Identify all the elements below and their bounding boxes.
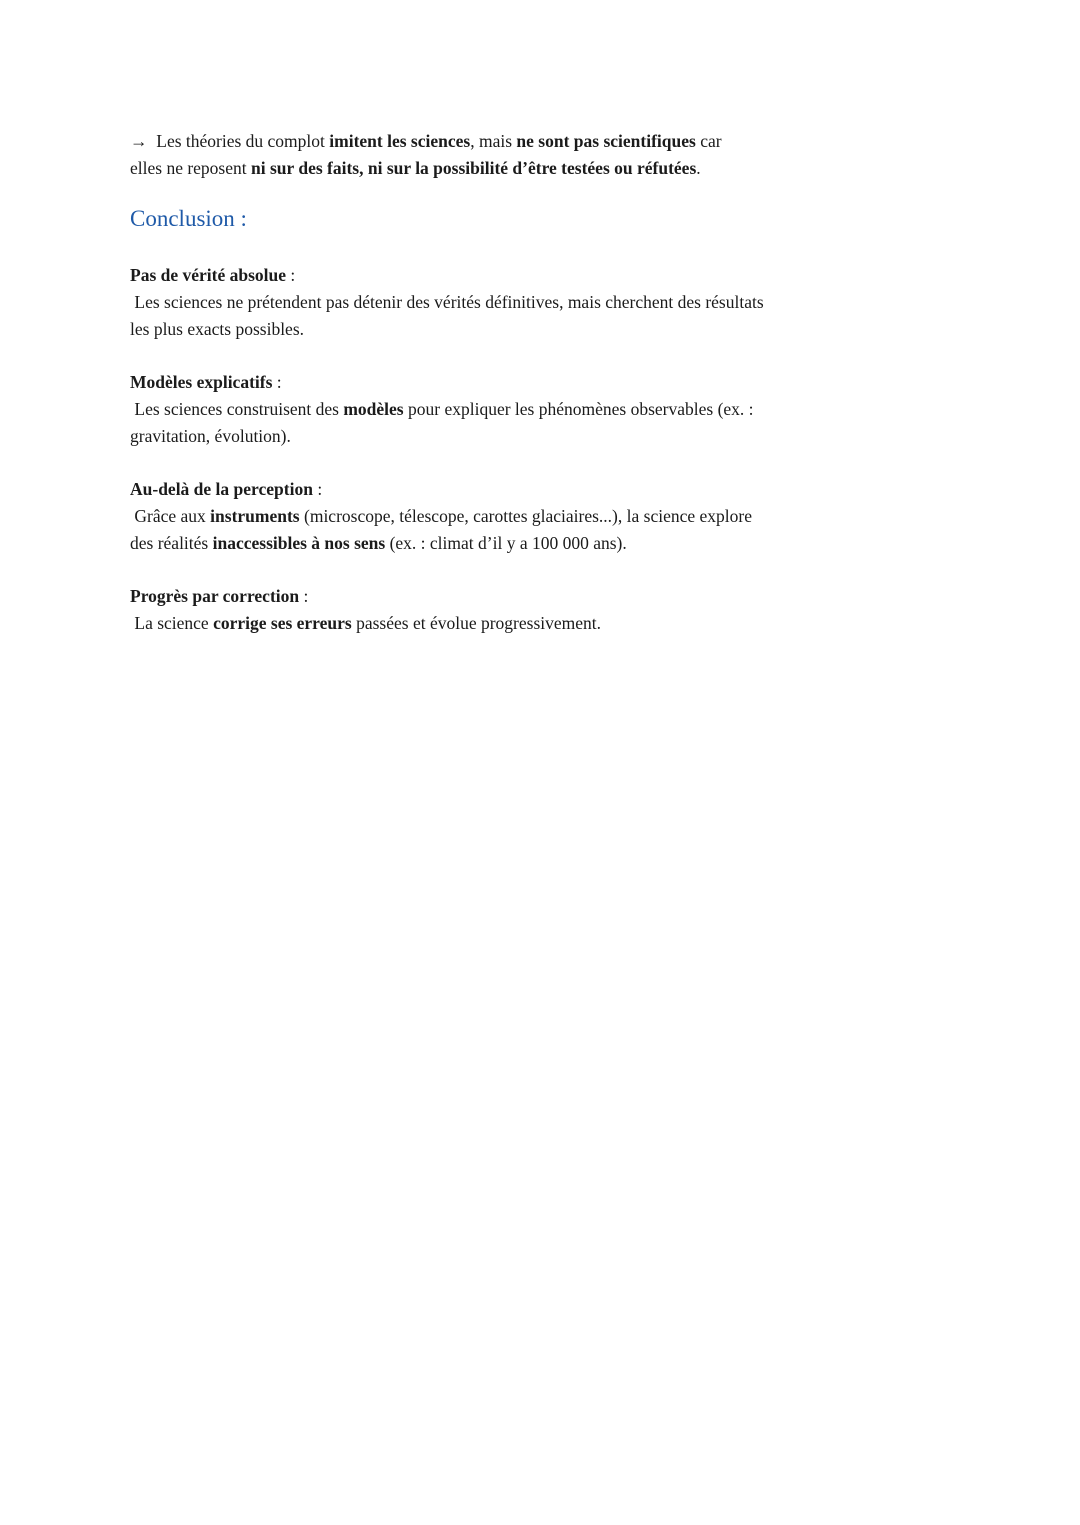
section-title: Modèles explicatifs [130,372,273,392]
conclusion-sections [130,262,950,637]
section-colon: : [312,479,323,499]
section-colon: : [272,372,282,392]
section-colon: : [286,265,296,285]
section-body [130,503,950,557]
section-body [130,289,950,343]
text-line: La science corrige ses erreurs passées et évolue progressivement. [130,613,602,633]
section-title-line [130,583,950,610]
section-title: Pas de vérité absolue [130,265,287,285]
text-line: Les sciences construisent des modèles pour expliquer les phénomènes observables (ex. : [130,399,754,419]
text-line: gravitation, évolution). [130,426,291,446]
text-line: Les sciences ne prétendent pas détenir des vérités définitives, mais cherchent des résultats [130,292,764,312]
conclusion-section [130,369,950,450]
conclusion-section [130,476,950,557]
conclusion-section [130,583,950,637]
section-title-line [130,369,950,396]
text-line: Grâce aux instruments (microscope, télescope, carottes glaciaires...), la science explore [130,506,752,526]
intro-paragraph [130,128,950,182]
section-colon: : [299,586,309,606]
conclusion-heading: Conclusion : [130,206,247,231]
text-line: elles ne reposent ni sur des faits, ni sur la possibilité d’être testées ou réfutées. [130,158,701,178]
text-line: les plus exacts possibles. [130,319,305,339]
section-title: Progrès par correction [130,586,300,606]
text-line: → Les théories du complot imitent les sciences, mais ne sont pas scientifiques car [130,131,722,151]
conclusion-section [130,262,950,343]
section-body [130,396,950,450]
section-body [130,610,950,637]
text-line: des réalités inaccessibles à nos sens (ex. : climat d’il y a 100 000 ans). [130,533,627,553]
section-title-line [130,476,950,503]
section-title-line [130,262,950,289]
section-title: Au-delà de la perception [130,479,313,499]
